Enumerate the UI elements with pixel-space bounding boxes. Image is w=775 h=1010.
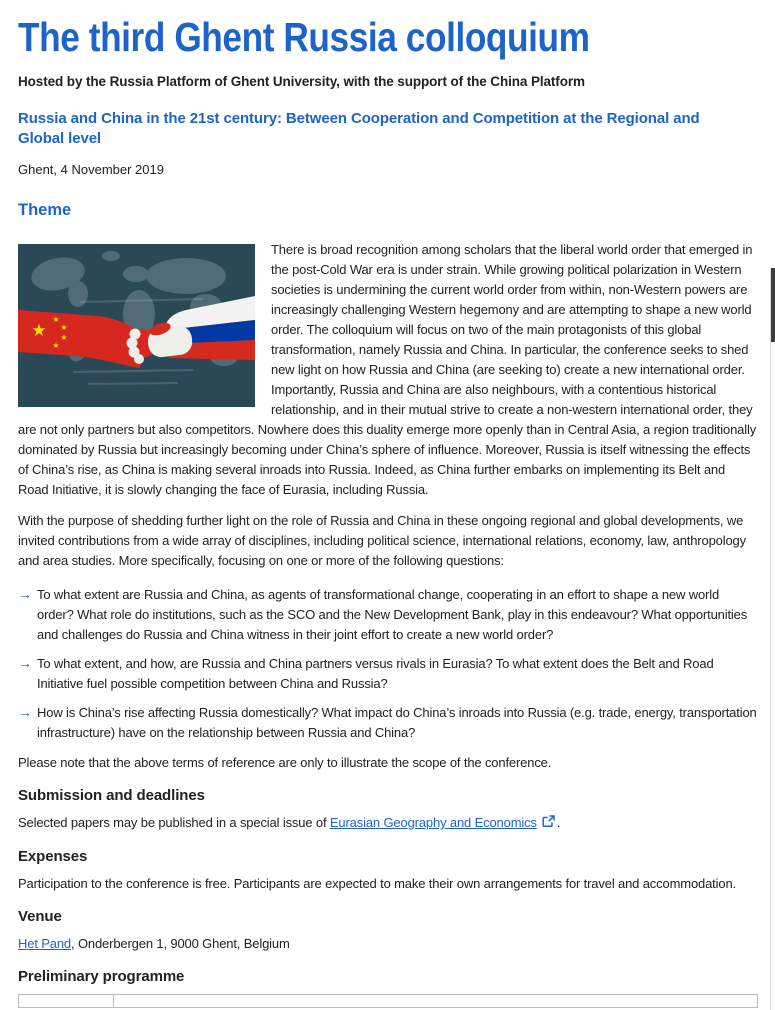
venue-link[interactable]: Het Pand	[18, 936, 72, 951]
question-text: How is China’s rise affecting Russia domestically? What impact do China’s inroads into Russia (e.g. trade, energy, transportation infrastructure) have on the relationship between Russia and China?	[37, 705, 757, 740]
venue-heading: Venue	[18, 908, 62, 925]
scope-note: Please note that the above terms of reference are only to illustrate the scope of the conference.	[18, 755, 552, 770]
theme-paragraph-1: There is broad recognition among scholars that the liberal world order that emerged in the post-Cold War era is under strain. While growing political polarization in Western societies is undermining the current world order from within, non-Western powers are increasingly challenging Western hegemony and are attempting to shape a new world order. The colloquium will focus on two of the main protagonists of this global transformation, namely Russia and China. In particular, the conference seeks to shed new light on how Russia and China (are seeking to) create a new international order. Importantly, Russia and China are also neighbours, with a contentious historical relationship, and in their mutual strive to create a non-western international order, they are not only partners but also competitors. Nowhere does this duality emerge more openly than in Central Asia, a region traditionally dominated by Russia but increasingly becoming under China’s sphere of influence. Moreover, Russia is itself witnessing the effects of China’s rise, as China is making several inroads into Russia. Indeed, as China further embarks on implementing its Belt and Road Initiative, it is slowly changing the face of Eurasia, including Russia.	[18, 242, 757, 497]
list-item	[18, 585, 758, 645]
venue-text	[18, 934, 758, 954]
svg-text:★: ★	[60, 323, 68, 332]
svg-text:★: ★	[31, 321, 47, 341]
external-link-icon	[542, 814, 555, 834]
conference-title: Russia and China in the 21st century: Between Cooperation and Competition at the Regional and Global level	[18, 110, 700, 147]
list-item	[18, 654, 758, 694]
question-text: To what extent, and how, are Russia and China partners versus rivals in Eurasia? To what extent does the Belt and Road Initiative fuel possible competition between China and Russia?	[37, 656, 714, 691]
submission-text-after-link: .	[556, 815, 561, 830]
event-location-date: Ghent, 4 November 2019	[18, 162, 164, 177]
theme-paragraph-2: With the purpose of shedding further light on the role of Russia and China in these ongoing regional and global developments, we invited contributions from a wide array of disciplines, including political science, international relations, economy, law, anthropology and area studies. More specifically, focusing on one or more of the following questions:	[18, 513, 746, 568]
russia-china-handshake-image	[18, 244, 255, 407]
venue-text-after-link: , Onderbergen 1, 9000 Ghent, Belgium	[71, 936, 290, 951]
svg-text:★: ★	[52, 315, 60, 324]
programme-table	[18, 994, 758, 1008]
submission-text-before-link: Selected papers may be published in a special issue of	[18, 815, 330, 830]
svg-text:★: ★	[52, 341, 60, 350]
programme-table-time-column	[18, 994, 114, 1008]
expenses-heading: Expenses	[18, 848, 88, 865]
expenses-text: Participation to the conference is free. Participants are expected to make their own arrangements for travel and accommodation.	[18, 876, 737, 891]
arrow-bullet-icon: →	[18, 586, 32, 602]
arrow-bullet-icon: →	[18, 655, 32, 671]
programme-heading: Preliminary programme	[18, 968, 185, 985]
journal-link[interactable]: Eurasian Geography and Economics	[329, 815, 537, 830]
programme-table-content-column	[114, 994, 758, 1008]
theme-section	[18, 240, 758, 500]
scrollbar-thumb[interactable]	[771, 268, 775, 342]
page-subtitle: Hosted by the Russia Platform of Ghent University, with the support of the China Platform	[18, 74, 585, 89]
submission-heading: Submission and deadlines	[18, 787, 205, 804]
arrow-bullet-icon: →	[18, 704, 32, 720]
theme-heading: Theme	[18, 201, 72, 219]
scrollbar-track[interactable]	[770, 268, 775, 1010]
list-item	[18, 703, 758, 743]
svg-text:★: ★	[60, 333, 68, 342]
questions-list	[18, 585, 758, 743]
page-title: The third Ghent Russia colloquium	[18, 14, 590, 60]
question-text: To what extent are Russia and China, as agents of transformational change, cooperating in an effort to shape a new world order? What role do institutions, such as the SCO and the New Development Bank, play in this endeavour? What opportunities and challenges do Russia and China witness in their joint effort to create a new world order?	[37, 587, 748, 642]
submission-text	[18, 813, 758, 834]
